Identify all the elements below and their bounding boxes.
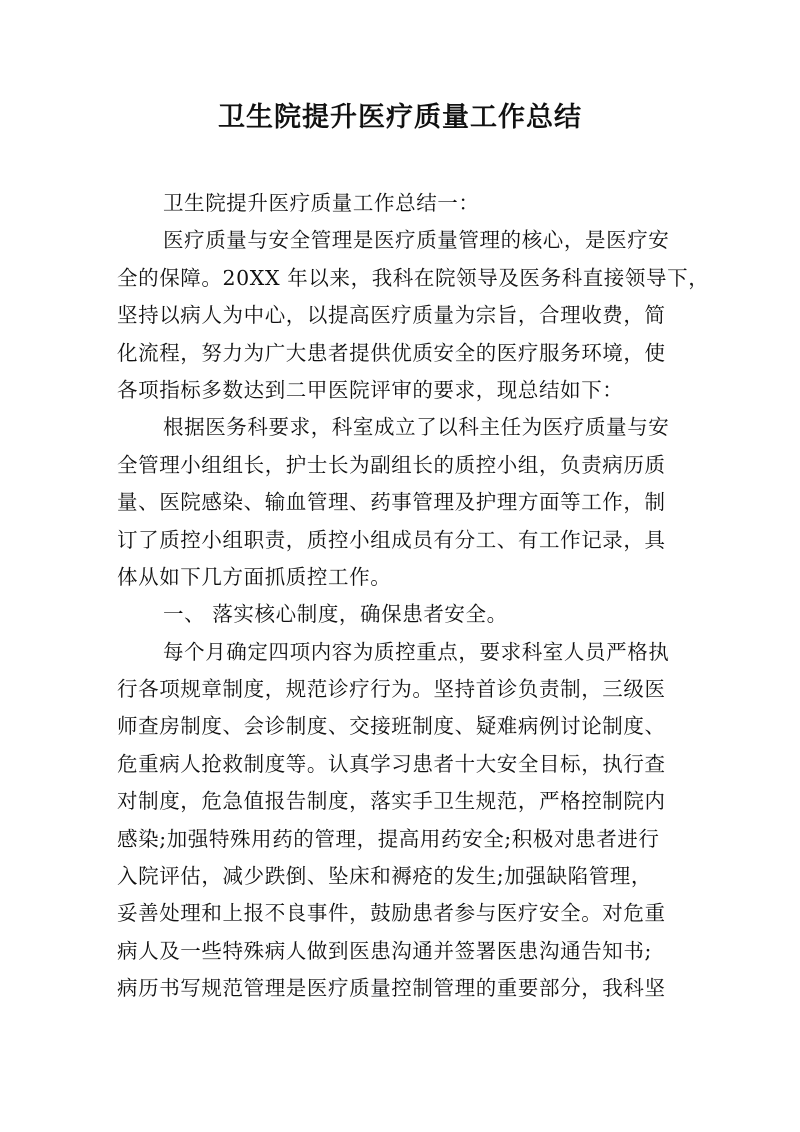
body-line: 订了质控小组职责，质控小组成员有分工、有工作记录，具 <box>117 527 666 552</box>
body-line: 量、医院感染、输血管理、药事管理及护理方面等工作，制 <box>117 490 666 515</box>
body-line: 入院评估，减少跌倒、坠床和褥疮的发生;加强缺陷管理， <box>117 864 653 889</box>
body-line: 坚持以病人为中心，以提高医疗质量为宗旨，合理收费，简 <box>117 303 666 328</box>
body-line: 病人及一些特殊病人做到医患沟通并签署医患沟通告知书; <box>117 938 653 963</box>
body-line: 每个月确定四项内容为质控重点，要求科室人员严格执 <box>163 639 670 664</box>
body-line: 妥善处理和上报不良事件，鼓励患者参与医疗安全。对危重 <box>117 901 666 926</box>
body-line: 师查房制度、会诊制度、交接班制度、疑难病例讨论制度、 <box>117 714 666 739</box>
document-title: 卫生院提升医疗质量工作总结 <box>218 102 582 133</box>
body-line: 一、 落实核心制度，确保患者安全。 <box>163 602 508 627</box>
body-line: 对制度，危急值报告制度，落实手卫生规范，严格控制院内 <box>117 789 666 814</box>
body-line: 医疗质量与安全管理是医疗质量管理的核心，是医疗安 <box>163 228 670 253</box>
body-line: 行各项规章制度，规范诊疗行为。坚持首诊负责制，三级医 <box>117 677 666 702</box>
body-line: 病历书写规范管理是医疗质量控制管理的重要部分，我科坚 <box>117 976 666 1001</box>
body-line: 根据医务科要求，科室成立了以科主任为医疗质量与安 <box>163 415 670 440</box>
document-body <box>117 185 710 1008</box>
body-line: 全的保障。20XX 年以来，我科在院领导及医务科直接领导下， <box>117 265 710 290</box>
body-line: 各项指标多数达到二甲医院评审的要求，现总结如下： <box>117 377 624 402</box>
body-line: 危重病人抢救制度等。认真学习患者十大安全目标，执行查 <box>117 751 666 776</box>
body-line: 化流程，努力为广大患者提供优质安全的医疗服务环境，使 <box>117 340 666 365</box>
body-line: 感染;加强特殊用药的管理，提高用药安全;积极对患者进行 <box>117 826 660 851</box>
body-line: 全管理小组组长，护士长为副组长的质控小组，负责病历质 <box>117 452 666 477</box>
body-line: 卫生院提升医疗质量工作总结一： <box>163 191 480 215</box>
body-line: 体从如下几方面抓质控工作。 <box>117 564 392 589</box>
